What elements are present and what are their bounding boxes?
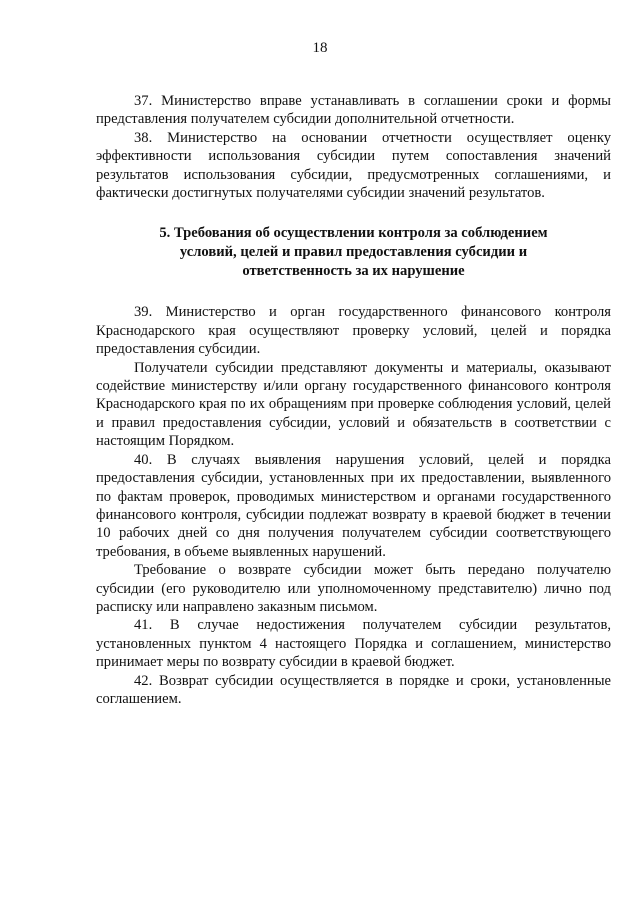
paragraph-recipients-duties: Получатели субсидии представляют документы и материалы, оказывают содействие министерству и/или органу государственного финансового контроля Краснодарского края по их обращениям при проверке соблюдения условий, целей и правил предоставления субсидии, условий и обязательств в соответствии с настоящим Порядком. (96, 359, 611, 450)
paragraph-37: 37. Министерство вправе устанавливать в соглашении сроки и формы представления получателем субсидии дополнительной отчетности. (96, 93, 611, 128)
paragraph-39: 39. Министерство и орган государственного финансового контроля Краснодарского края осуществляют проверку условий, целей и порядка предоставления субсидии. (96, 304, 611, 358)
paragraph-40: 40. В случаях выявления нарушения условий, целей и порядка предоставления субсидии, установленных при их предоставлении, выявленного по фактам проверок, проводимых министерством и органами государственного финансового контроля, субсидии подлежат возврату в краевой бюджет в течении 10 рабочих дней со дня получения получателем субсидии соответствующего требования, в объеме выявленных нарушений. (96, 451, 611, 560)
paragraph-return-demand: Требование о возврате субсидии может быть передано получателю субсидии (его руководителю или уполномоченному представителю) лично под расписку или направлено заказным письмом. (96, 562, 611, 615)
section-heading-line-2: условий, целей и правил предоставления субсидии и (179, 244, 528, 261)
page-number: 18 (312, 40, 328, 56)
paragraph-38: 38. Министерство на основании отчетности осуществляет оценку эффективности использования субсидии путем сопоставления значений результатов использования субсидии, предусмотренных соглашениями, и фактически достигнутых получателями субсидии значений результатов. (96, 129, 611, 202)
section-heading-line-3: ответственность за их нарушение (242, 263, 465, 280)
paragraph-42: 42. Возврат субсидии осуществляется в порядке и сроки, установленные соглашением. (96, 672, 611, 707)
section-heading (96, 224, 611, 281)
paragraph-41: 41. В случае недостижения получателем субсидии результатов, установленных пунктом 4 настоящего Порядка и соглашением, министерство принимает меры по возврату субсидии в краевой бюджет. (96, 617, 611, 671)
document-body (96, 92, 611, 708)
section-heading-line-1: 5. Требования об осуществлении контроля за соблюдением (159, 225, 548, 242)
